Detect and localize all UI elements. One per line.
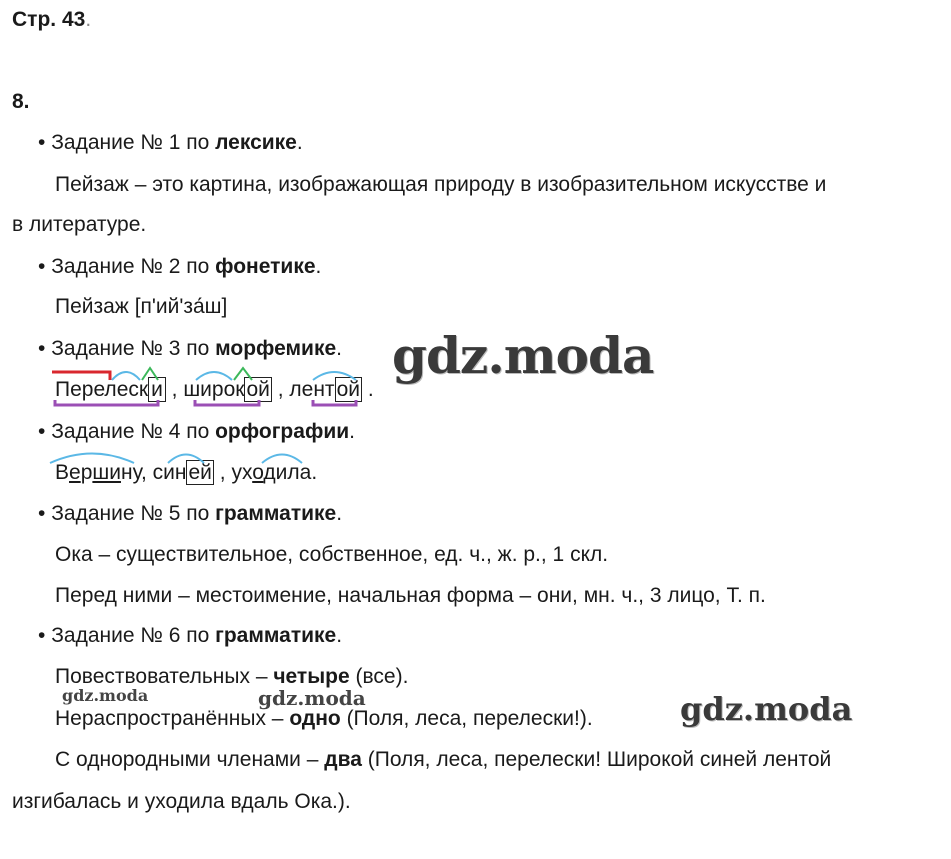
orth-w3c: дила <box>263 461 312 484</box>
orthography-line <box>55 459 317 487</box>
task-6-prefix: Задание № 6 по <box>51 624 216 647</box>
separator: , <box>140 461 147 484</box>
task-3-prefix: Задание № 3 по <box>51 337 216 360</box>
task-4-prefix: Задание № 4 по <box>51 420 216 443</box>
grammar5-line-1: Ока – существительное, собственное, ед. ч., ж. р., 1 скл. <box>55 543 609 566</box>
separator: , <box>219 461 226 484</box>
task-6-subject: грамматике <box>215 624 337 647</box>
grammar6-line-3 <box>55 746 831 774</box>
orth-w3b: о <box>252 461 264 484</box>
morph-word-1-ending: и <box>148 377 166 402</box>
g6-l2-c: (Поля, леса, перелески!). <box>340 707 593 730</box>
g6-l3-a: С однородными членами – <box>55 748 325 771</box>
task-1-subject: лексике <box>215 131 297 154</box>
task-5-prefix: Задание № 5 по <box>51 502 216 525</box>
orth-w1e: ну <box>120 461 141 484</box>
g6-l1-b: четыре <box>273 665 350 688</box>
line-end: . <box>367 378 374 401</box>
bullet: • <box>38 624 46 647</box>
separator: , <box>277 378 284 401</box>
task-1-heading <box>38 129 303 157</box>
lexics-line-2: в литературе. <box>12 213 147 236</box>
task-4-subject: орфографии <box>215 420 350 443</box>
bullet: • <box>38 502 46 525</box>
page-label: Стр. 43 <box>12 8 86 31</box>
task-4-end: . <box>349 420 355 443</box>
watermark: gdz.moda <box>62 686 149 705</box>
page-header <box>12 6 91 34</box>
bullet: • <box>38 131 46 154</box>
g6-l1-a: Повествовательных – <box>55 665 274 688</box>
watermark: gdz.moda <box>258 686 366 710</box>
phonetics-line: Пейзаж [п'ий'за́ш] <box>55 295 228 318</box>
task-5-subject: грамматике <box>215 502 337 525</box>
orth-w2a: син <box>152 461 187 484</box>
orth-w1c: р <box>80 461 93 484</box>
line-end: . <box>311 461 318 484</box>
watermark: gdz.moda <box>680 690 853 728</box>
task-1-prefix: Задание № 1 по <box>51 131 216 154</box>
morph-word-3-root: лент <box>289 378 335 401</box>
orth-w3a: ух <box>231 461 253 484</box>
morph-word-2-root: широк <box>183 378 245 401</box>
task-6-end: . <box>336 624 343 647</box>
task-2-prefix: Задание № 2 по <box>51 255 216 278</box>
g6-l3-b: два <box>324 748 362 771</box>
orth-w1b: е <box>69 461 81 484</box>
separator: , <box>171 378 178 401</box>
task-3-heading <box>38 335 342 363</box>
task-2-end: . <box>315 255 322 278</box>
g6-l2-a: Нераспространённых – <box>55 707 290 730</box>
morph-word-3-ending: ой <box>336 378 360 401</box>
task-4-heading <box>38 418 355 446</box>
bullet: • <box>38 337 46 360</box>
task-3-end: . <box>336 337 343 360</box>
g6-l2-b: одно <box>289 707 341 730</box>
grammar6-line-4: изгибалась и уходила вдаль Ока.). <box>12 790 351 813</box>
orth-w2b: ей <box>188 461 212 484</box>
watermark: gdz.moda <box>392 326 654 385</box>
orth-w1d: ши <box>92 461 121 484</box>
morph-word-2-ending: ой <box>246 378 270 401</box>
g6-l1-c: (все). <box>349 665 409 688</box>
task-2-heading <box>38 253 321 281</box>
morphemics-line <box>55 376 374 404</box>
task-number: 8. <box>12 90 30 113</box>
grammar5-line-2: Перед ними – местоимение, начальная форма – они, мн. ч., 3 лицо, Т. п. <box>55 584 766 607</box>
bullet: • <box>38 255 46 278</box>
task-6-heading <box>38 622 342 650</box>
bullet: • <box>38 420 46 443</box>
header-dot: . <box>85 8 92 31</box>
orth-w1a: В <box>55 461 70 484</box>
morph-word-1-root: Перелеск <box>55 378 149 401</box>
task-2-subject: фонетике <box>215 255 316 278</box>
lexics-line-1: Пейзаж – это картина, изображающая природу в изобразительном искусстве и <box>55 173 827 196</box>
task-1-end: . <box>296 131 303 154</box>
task-5-heading <box>38 500 342 528</box>
task-5-end: . <box>336 502 343 525</box>
task-3-subject: морфемике <box>215 337 337 360</box>
g6-l3-c: (Поля, леса, перелески! Широкой синей лентой <box>361 748 832 771</box>
